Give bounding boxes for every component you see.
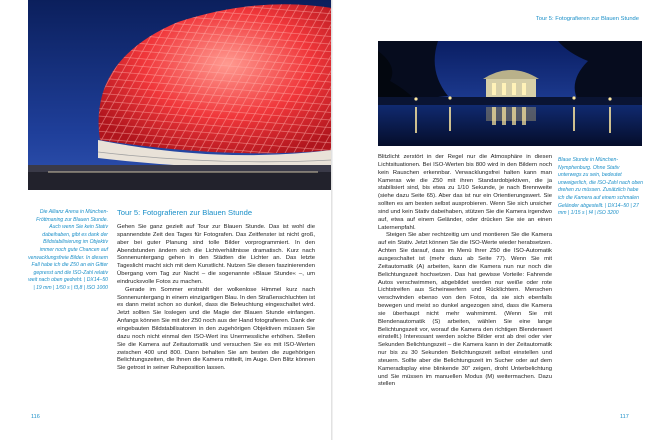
section-heading: Tour 5: Fotografieren zur Blauen Stunde <box>117 208 253 217</box>
right-page <box>333 0 665 440</box>
body-text <box>117 224 315 373</box>
paragraph: Steigen Sie aber rechtzeitig um und montieren Sie die Kamera auf ein Stativ. Jetzt können Sie die ISO-Werte wieder herabsetzen. Achten Sie darauf, dass im Menü Ihrer Z50 die ISO-Automatik ausgeschaltet ist (mehr dazu ab Seite 77). Wenn Sie mit Zeitautomatik (A) arbeiten, kann die Kamera nun nur noch die Belichtungszeit hochsetzen. Das hat gewisse Vorteile: Fahrende Autos verschwimmen, abgebildet werden nur weiße oder rote Lichtstreifen aus Scheinwerfern und Rücklichtern. Menschen verschwinden ebenso von den Fotos, da sie sich ebenfalls bewegen und meist so dunkel angezogen sind, dass die Kamera sie überhaupt nicht mehr wahrnimmt. (Wenn Sie mit Blendenautomatik (S) arbeiten, wählen Sie eine lange Belichtungszeit vor, worauf die Kamera den richtigen Blendenwert einstellt.) Interessant werden solche Bilder erst ab drei oder vier Sekunden Belichtungszeit – die Kamera kann in der Zeitautomatik nur bis zu 30 Sekunden Belichtungszeit selbst einstellen und steuern. Sollte aber die Belichtungszeit im Sucher oder auf dem Kameradisplay eine blinkende 30" zeigen, droht Unterbelichtung und Sie müssen im manuellen Modus (M) weitermachen. Dazu stellen <box>378 232 552 388</box>
photo-caption: Die Allianz Arena in München-Fröttmaning zur Blauen Stunde. Auch wenn Sie kein Stativ dabeihaben, gibt es dank der Bildstabilisierung im Objektiv immer noch gute Chancen auf verwacklungsfreie Bilder. In diesem Fall habe ich die Z50 an ein Gitter gepresst und die ISO-Zahl relativ weit nach oben gedreht. | DX14–50 | 19 mm | 1/50 s | f3,8 | ISO 1000 <box>28 209 108 291</box>
nymphenburg-photo <box>378 41 642 146</box>
allianz-arena-photo <box>28 0 332 190</box>
page-number: 117 <box>620 414 629 420</box>
left-page <box>0 0 332 440</box>
page-number: 116 <box>31 414 40 420</box>
photo-caption: Blaue Stunde in München-Nymphenburg. Ohne Stativ unterwegs zu sein, bedeutet unweigerlich, die ISO-Zahl nach oben drehen zu müssen. Zusätzlich habe ich die Kamera auf einem schmalen Geländer abgestellt. | DX14–50 | 27 mm | 1/15 s | f4 | ISO 3200 <box>558 157 643 217</box>
paragraph: Blitzlicht zerstört in der Regel nur die Atmosphäre in diesen Lichtsituationen. Bei ISO-Werten bis 800 wird in den Bildern noch kein Rauschen erkennbar. Verwacklungsfrei halten kann man Kameras wie die Z50 mit ihren Standardobjektiven, die ja stabilisiert sind, bis etwa zu 1/10 Sekunde, je nach Brennweite (siehe dazu Seite 65). Aber das ist nur ein Orientierungswert. Sie sollten es am besten selbst ausprobieren. Wenn Sie sich unsicher sind und kein Stativ dabeihaben, stützen Sie die Kamera irgendwo auf, etwa auf einem Geländer, oder drücken Sie sie an einen Laternenpfahl. <box>378 154 552 231</box>
paragraph: Gerade im Sommer erstrahlt der wolkenlose Himmel kurz nach Sonnenuntergang in einem einzigartigen Blau. In den Straßenschluchten ist es dann meist schon so dunkel, dass die Beleuchtung eingeschaltet wird. Jetzt sollten Sie loslegen und die Magie der Blauen Stunde einfangen. Anfangs können Sie mit der Z50 noch aus der Hand fotografieren. Dank der eingebauten Bildstabilisatoren in den zugehörigen Objektiven müssen Sie dazu noch nicht einmal den ISO-Wert ins Unermessliche erhöhen. Stellen Sie die Kamera auf Zeitautomatik und versuchen Sie es mit ISO-Werten zwischen 400 und 800. Dann behalten Sie am besten die zugehörigen Belichtungszeiten, die Ihnen die Kamera mitteilt, im Auge. Den Blitz können Sie getrost in seiner Ruheposition lassen. <box>117 286 315 372</box>
body-text <box>378 154 552 389</box>
running-head: Tour 5: Fotografieren zur Blauen Stunde <box>535 16 639 22</box>
paragraph: Gehen Sie ganz gezielt auf Tour zur Blauen Stunde. Das ist wohl die spannendste Zeit des Tages für Fotografen. Das Zeitfenster ist nicht groß, aber bei guter Planung sind tolle Bilder vorprogrammiert. In den Abendstunden ändern sich die Lichtverhältnisse dramatisch. Kurz nach Sonnenuntergang gehen in den Städten die Lichter an. Das letzte Tageslicht macht sich mit dem Kunstlicht. Nutzen Sie diesen faszinierenden Übergang vom Tag zur Nacht – die sogenannte »Blaue Stunde« –, um eindrucksvolle Fotos zu machen. <box>117 224 315 285</box>
